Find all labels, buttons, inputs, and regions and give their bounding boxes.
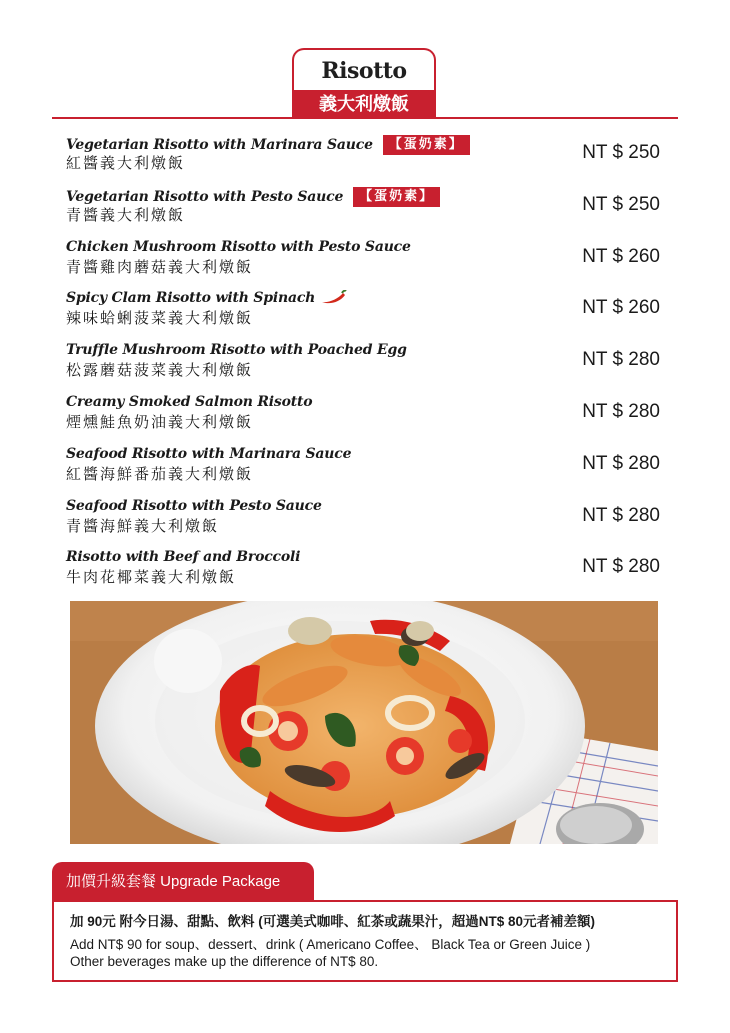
item-price: NT $ 250 bbox=[582, 142, 660, 163]
menu-item bbox=[66, 443, 676, 495]
chili-pepper-icon bbox=[321, 290, 347, 308]
menu-item bbox=[66, 287, 676, 339]
menu-item bbox=[66, 495, 676, 547]
item-name-en: Spicy Clam Risotto with Spinach bbox=[66, 290, 316, 307]
menu-item bbox=[66, 132, 676, 184]
item-name-en: Risotto with Beef and Broccoli bbox=[66, 549, 301, 566]
upgrade-description-en-line2: Other beverages make up the difference of NT$ 80. bbox=[70, 954, 379, 969]
menu-item bbox=[66, 546, 676, 598]
section-title-en: Risotto bbox=[321, 58, 407, 84]
menu-item bbox=[66, 391, 676, 443]
item-price: NT $ 260 bbox=[582, 245, 660, 267]
item-name-en: Seafood Risotto with Pesto Sauce bbox=[66, 497, 322, 514]
item-name-zh: 青醬海鮮義大利燉飯 bbox=[66, 516, 220, 535]
item-name-zh: 辣味蛤蜊菠菜義大利燉飯 bbox=[66, 309, 254, 328]
item-name-en: Vegetarian Risotto with Marinara Sauce bbox=[66, 137, 373, 153]
header-divider bbox=[52, 117, 678, 119]
menu-list bbox=[66, 132, 676, 598]
item-name-zh: 青醬雞肉蘑菇義大利燉飯 bbox=[66, 257, 254, 276]
upgrade-package-title: 加價升級套餐 Upgrade Package bbox=[52, 862, 314, 900]
upgrade-package-box bbox=[52, 900, 678, 982]
vegetarian-tag: 【蛋奶素】 bbox=[353, 187, 440, 207]
section-header bbox=[292, 48, 436, 118]
item-price: NT $ 280 bbox=[582, 349, 660, 371]
item-name-zh: 紅醬義大利燉飯 bbox=[66, 154, 186, 172]
item-price: NT $ 280 bbox=[582, 556, 660, 578]
item-price: NT $ 250 bbox=[582, 193, 660, 215]
item-name-zh: 松露蘑菇菠菜義大利燉飯 bbox=[66, 361, 254, 380]
upgrade-description-en-line1: Add NT$ 90 for soup、dessert、drink ( Americano Coffee、 Black Tea or Green Juice ) bbox=[70, 937, 591, 952]
item-name-zh: 牛肉花椰菜義大利燉飯 bbox=[66, 568, 237, 587]
item-name-en: Creamy Smoked Salmon Risotto bbox=[66, 393, 313, 410]
upgrade-description-en bbox=[70, 936, 676, 970]
item-price: NT $ 280 bbox=[582, 400, 660, 422]
vegetarian-tag: 【蛋奶素】 bbox=[383, 135, 470, 155]
item-price: NT $ 280 bbox=[582, 504, 660, 526]
item-price: NT $ 260 bbox=[582, 297, 660, 319]
item-name-en: Truffle Mushroom Risotto with Poached Egg bbox=[66, 342, 407, 359]
item-name-zh: 青醬義大利燉飯 bbox=[66, 205, 186, 224]
upgrade-description-zh: 加 90元 附今日湯、甜點、飲料 (可選美式咖啡、紅茶或蔬果汁，超過NT$ 80元者補差額) bbox=[70, 914, 596, 929]
menu-item bbox=[66, 184, 676, 236]
menu-item bbox=[66, 236, 676, 288]
item-name-en: Chicken Mushroom Risotto with Pesto Sauce bbox=[66, 238, 411, 255]
risotto-photo bbox=[70, 601, 658, 844]
item-price: NT $ 280 bbox=[582, 452, 660, 474]
section-title-zh: 義大利燉飯 bbox=[294, 90, 434, 118]
menu-item bbox=[66, 339, 676, 391]
item-name-zh: 紅醬海鮮番茄義大利燉飯 bbox=[66, 464, 254, 483]
item-name-en: Seafood Risotto with Marinara Sauce bbox=[66, 445, 352, 462]
item-name-en: Vegetarian Risotto with Pesto Sauce bbox=[66, 188, 344, 205]
item-name-zh: 煙燻鮭魚奶油義大利燉飯 bbox=[66, 412, 254, 431]
